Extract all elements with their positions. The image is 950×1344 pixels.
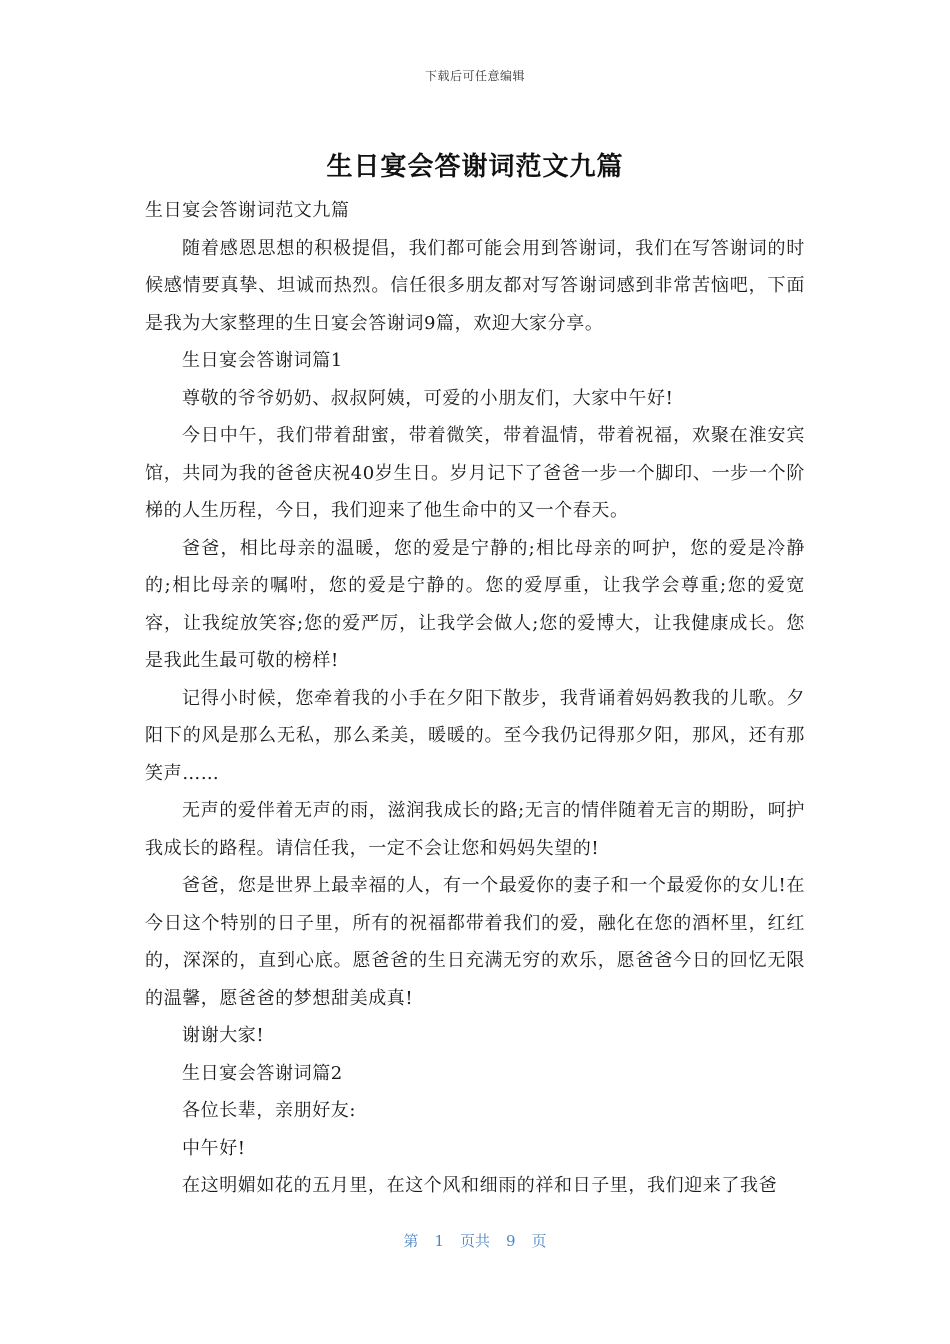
body-paragraph: 今日中午，我们带着甜蜜，带着微笑，带着温情，带着祝福，欢聚在淮安宾馆，共同为我的爸爸庆祝40岁生日。岁月记下了爸爸一步一个脚印、一步一个阶梯的人生历程，今日，我们迎来了他生命中的又一个春天。 [145, 425, 805, 521]
footer-total-pages: 9 [506, 1232, 516, 1250]
document-title: 生日宴会答谢词范文九篇 [326, 152, 624, 182]
section-heading: 生日宴会答谢词篇1 [182, 350, 343, 371]
body-paragraph: 尊敬的爷爷奶奶、叔叔阿姨，可爱的小朋友们，大家中午好! [182, 387, 674, 409]
page-footer [0, 1230, 950, 1251]
body-paragraph: 无声的爱伴着无声的雨，滋润我成长的路;无言的情伴随着无言的期盼，呵护我成长的路程。请信任我，一定不会让您和妈妈失望的! [145, 800, 805, 859]
document-body [145, 192, 805, 1205]
section-heading: 生日宴会答谢词篇2 [182, 1062, 343, 1084]
body-paragraph: 各位长辈，亲朋好友: [182, 1100, 357, 1121]
header-note: 下载后可任意编辑 [424, 69, 525, 83]
body-paragraph: 随着感恩思想的积极提倡，我们都可能会用到答谢词，我们在写答谢词的时候感情要真挚、坦诚而热烈。信任很多朋友都对写答谢词感到非常苦恼吧，下面是我为大家整理的生日宴会答谢词9篇，欢迎大家分享。 [145, 237, 805, 334]
body-paragraph: 记得小时候，您牵着我的小手在夕阳下散步，我背诵着妈妈教我的儿歌。夕阳下的风是那么无私，那么柔美，暖暖的。至今我仍记得那夕阳，那风，还有那笑声…… [145, 687, 805, 784]
body-paragraph: 中午好! [182, 1137, 246, 1159]
body-paragraph: 爸爸，相比母亲的温暖，您的爱是宁静的;相比母亲的呵护，您的爱是冷静的;相比母亲的嘱咐，您的爱是宁静的。您的爱厚重，让我学会尊重;您的爱宽容，让我绽放笑容;您的爱严厉，让我学会做人;您的爱博大，让我健康成长。您是我此生最可敬的榜样! [145, 537, 805, 671]
footer-word-pages-end: 页 [531, 1232, 547, 1250]
body-paragraph: 爸爸，您是世界上最幸福的人，有一个最爱你的妻子和一个最爱你的女儿!在今日这个特别的日子里，所有的祝福都带着我们的爱，融化在您的酒杯里，红红的，深深的，直到心底。愿爸爸的生日充满无穷的欢乐，愿爸爸今日的回忆无限的温馨，愿爸爸的梦想甜美成真! [145, 875, 805, 1009]
footer-current-page: 1 [434, 1232, 444, 1250]
footer-word-page: 第 [403, 1232, 419, 1250]
body-paragraph: 谢谢大家! [182, 1025, 265, 1046]
body-paragraph: 在这明媚如花的五月里，在这个风和细雨的祥和日子里，我们迎来了我爸 [182, 1175, 778, 1196]
footer-word-of: 页共 [459, 1232, 490, 1250]
subtitle-paragraph: 生日宴会答谢词范文九篇 [145, 200, 350, 221]
